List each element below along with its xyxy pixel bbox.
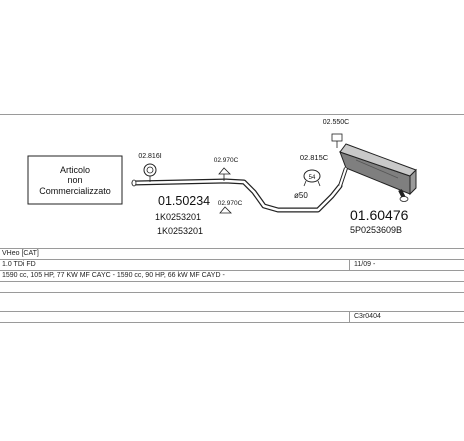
engine-type: 1.0 TDi FD xyxy=(2,261,36,268)
table-border-3 xyxy=(0,270,464,271)
table-divider-code xyxy=(349,311,350,322)
hanger-top-right-code: 02.550C xyxy=(322,119,350,126)
table-border-4 xyxy=(0,281,464,282)
pipe-oem-1: 1K0253201 xyxy=(155,212,202,222)
clamp-right-icon xyxy=(304,170,320,186)
muffler-code: 01.60476 xyxy=(350,207,409,223)
vehicle-model: VHeo [CAT] xyxy=(2,250,39,257)
engine-specs: 1590 cc, 105 HP, 77 KW MF CAYC - 1590 cc, 90 HP, 66 kW MF CAYD - xyxy=(2,272,225,279)
hanger-top-right-icon xyxy=(332,134,342,148)
table-border-2 xyxy=(0,259,464,260)
not-commercialized-line-2: non xyxy=(67,175,83,185)
diagram-top-border xyxy=(0,114,464,115)
table-border-5 xyxy=(0,292,464,293)
muffler-oem: 5P0253609B xyxy=(350,225,403,235)
hanger-mid-bottom-icon xyxy=(220,207,231,213)
table-border-6 xyxy=(0,311,464,312)
production-date: 11/09 - xyxy=(354,261,376,268)
table-border-7 xyxy=(0,322,464,323)
hanger-mid-top-code: 02.970C xyxy=(213,157,239,164)
table-border-1 xyxy=(0,248,464,249)
pipe-code: 01.50234 xyxy=(158,194,211,208)
catalog-code: C3r0404 xyxy=(354,313,381,320)
table-divider-date xyxy=(349,259,350,270)
not-commercialized-line-3: Commercializzato xyxy=(39,186,111,196)
pipe-oem-2: 1K0253201 xyxy=(157,226,204,236)
not-commercialized-line-1: Articolo xyxy=(59,165,91,175)
svg-text:54: 54 xyxy=(308,175,316,181)
rear-muffler-icon xyxy=(340,144,416,202)
pipe-diameter: ø50 xyxy=(294,191,308,200)
hanger-mid-bottom-code: 02.970C xyxy=(217,200,243,207)
clamp-left-code: 02.816I xyxy=(138,153,162,160)
clamp-right-code: 02.815C xyxy=(299,153,329,162)
clamp-left-icon xyxy=(144,164,156,182)
